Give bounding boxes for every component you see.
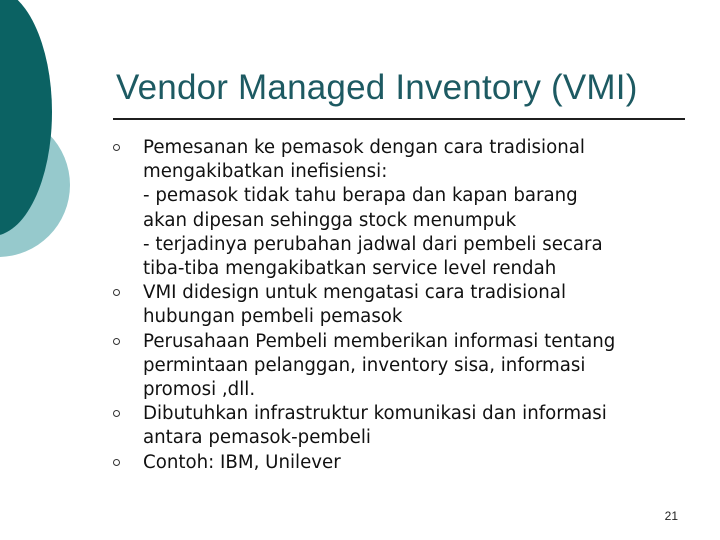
bullet-line: promosi ,dll. (143, 379, 256, 401)
hollow-circle-bullet-icon (113, 410, 120, 417)
bullet-line: Dibutuhkan infrastruktur komunikasi dan informasi (143, 403, 607, 425)
hollow-circle-bullet-icon (113, 144, 120, 151)
bullet-list (112, 136, 702, 475)
bullet-line: Pemesanan ke pemasok dengan cara tradisional (143, 137, 585, 158)
bullet-line: VMI didesign untuk mengatasi cara tradisional (143, 282, 567, 304)
bullet-item (112, 451, 702, 475)
bullet-line: hubungan pembeli pemasok (143, 306, 403, 328)
bullet-line: tiba-tiba mengakibatkan service level rendah (143, 258, 557, 280)
bullet-line: permintaan pelanggan, inventory sisa, informasi (143, 354, 586, 376)
bullet-line: Contoh: IBM, Unilever (143, 451, 341, 473)
bullet-line: - pemasok tidak tahu berapa dan kapan barang (143, 185, 578, 207)
hollow-circle-bullet-icon (113, 289, 120, 296)
bullet-line: akan dipesan sehingga stock menumpuk (143, 209, 517, 231)
hollow-circle-bullet-icon (113, 338, 120, 345)
bullet-line: mengakibatkan inefisiensi: (143, 161, 388, 183)
page-number: 21 (664, 509, 678, 523)
bullet-line: - terjadinya perubahan jadwal dari pembeli secara (143, 233, 603, 255)
decorative-circles (0, 0, 80, 290)
hollow-circle-bullet-icon (113, 459, 120, 466)
slide-title: Vendor Managed Inventory (VMI) (116, 68, 638, 107)
bullet-line: Perusahaan Pembeli memberikan informasi tentang (143, 330, 616, 352)
bullet-line: antara pemasok-pembeli (143, 427, 371, 449)
bullet-item (112, 136, 702, 281)
title-underline (113, 118, 685, 120)
bullet-item (112, 330, 702, 403)
bullet-item (112, 281, 702, 329)
bullet-item (112, 402, 702, 450)
